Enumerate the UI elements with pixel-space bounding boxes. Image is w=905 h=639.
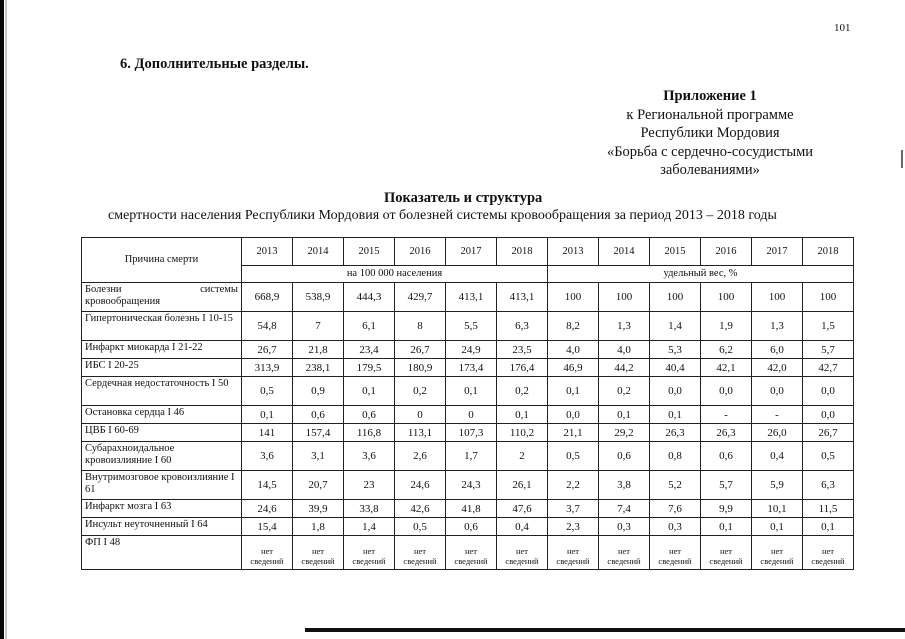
rate-cell: 180,9 xyxy=(395,359,446,377)
scan-edge-shadow xyxy=(5,0,7,639)
year-header: 2016 xyxy=(701,238,752,266)
rate-cell: 23 xyxy=(344,471,395,500)
cause-cell: ИБС I 20-25 xyxy=(82,359,242,377)
cause-cell: Гипертоническая болезнь I 10-15 xyxy=(82,312,242,341)
rate-cell: 157,4 xyxy=(293,424,344,442)
share-cell: 0,0 xyxy=(803,377,854,406)
share-cell: 0,3 xyxy=(599,518,650,536)
rate-cell: нет сведений xyxy=(293,536,344,570)
section-title: 6. Дополнительные разделы. xyxy=(120,56,309,72)
share-cell: 0,3 xyxy=(650,518,701,536)
rate-cell: 1,8 xyxy=(293,518,344,536)
rate-cell: 0,5 xyxy=(242,377,293,406)
share-cell: 42,1 xyxy=(701,359,752,377)
rate-cell: 238,1 xyxy=(293,359,344,377)
rate-cell: 1,4 xyxy=(344,518,395,536)
rate-cell: 668,9 xyxy=(242,283,293,312)
share-cell: 5,3 xyxy=(650,341,701,359)
share-cell: 7,4 xyxy=(599,500,650,518)
share-cell: 26,0 xyxy=(752,424,803,442)
share-cell: нет сведений xyxy=(701,536,752,570)
rate-cell: нет сведений xyxy=(497,536,548,570)
share-cell: 0,6 xyxy=(701,442,752,471)
share-cell: 0,1 xyxy=(752,518,803,536)
share-cell: 0,0 xyxy=(548,406,599,424)
year-header: 2015 xyxy=(344,238,395,266)
share-cell: 0,5 xyxy=(548,442,599,471)
share-cell: 0,1 xyxy=(650,406,701,424)
share-cell: 0,2 xyxy=(599,377,650,406)
rate-cell: 3,6 xyxy=(344,442,395,471)
share-cell: 10,1 xyxy=(752,500,803,518)
appendix-line: заболеваниями» xyxy=(660,162,760,178)
share-cell: 29,2 xyxy=(599,424,650,442)
share-cell: 2,3 xyxy=(548,518,599,536)
rate-cell: 14,5 xyxy=(242,471,293,500)
share-cell: 26,7 xyxy=(803,424,854,442)
share-cell: 4,0 xyxy=(548,341,599,359)
rate-cell: 2,6 xyxy=(395,442,446,471)
rate-cell: 39,9 xyxy=(293,500,344,518)
share-cell: 26,3 xyxy=(701,424,752,442)
table-row xyxy=(82,518,854,536)
rate-cell: 24,6 xyxy=(242,500,293,518)
share-cell: 0,5 xyxy=(803,442,854,471)
rate-cell: 23,5 xyxy=(497,341,548,359)
year-header: 2018 xyxy=(497,238,548,266)
table-row xyxy=(82,442,854,471)
rate-cell: 15,4 xyxy=(242,518,293,536)
year-header: 2013 xyxy=(242,238,293,266)
cause-cell: Субарахноидальное кровоизлияние I 60 xyxy=(82,442,242,471)
rate-cell: 0,9 xyxy=(293,377,344,406)
share-cell: 7,6 xyxy=(650,500,701,518)
rate-cell: 1,7 xyxy=(446,442,497,471)
rate-cell: 0,6 xyxy=(344,406,395,424)
table-row xyxy=(82,471,854,500)
share-cell: - xyxy=(752,406,803,424)
cause-cell: Сердечная недостаточность I 50 xyxy=(82,377,242,406)
rate-cell: 0,1 xyxy=(242,406,293,424)
rate-cell: нет сведений xyxy=(446,536,497,570)
rate-cell: 3,1 xyxy=(293,442,344,471)
rate-cell: 141 xyxy=(242,424,293,442)
rate-cell: 24,9 xyxy=(446,341,497,359)
year-header: 2017 xyxy=(446,238,497,266)
share-cell: 0,1 xyxy=(803,518,854,536)
rate-cell: нет сведений xyxy=(395,536,446,570)
rate-cell: 3,6 xyxy=(242,442,293,471)
share-cell: 2,2 xyxy=(548,471,599,500)
share-cell: 11,5 xyxy=(803,500,854,518)
rate-cell: 179,5 xyxy=(344,359,395,377)
appendix-title: Приложение 1 xyxy=(663,88,757,104)
share-cell: 100 xyxy=(803,283,854,312)
rate-cell: 444,3 xyxy=(344,283,395,312)
rate-cell: 0 xyxy=(395,406,446,424)
year-header: 2014 xyxy=(293,238,344,266)
appendix-line: «Борьба с сердечно-сосудистыми xyxy=(606,143,814,160)
share-cell: 21,1 xyxy=(548,424,599,442)
rate-cell: 0,2 xyxy=(497,377,548,406)
rate-cell: 413,1 xyxy=(446,283,497,312)
rate-cell: 413,1 xyxy=(497,283,548,312)
rate-cell: 173,4 xyxy=(446,359,497,377)
rate-cell: 0,1 xyxy=(344,377,395,406)
share-cell: 9,9 xyxy=(701,500,752,518)
rate-cell: 2 xyxy=(497,442,548,471)
share-cell: 0,0 xyxy=(752,377,803,406)
table-row xyxy=(82,424,854,442)
rate-cell: 26,1 xyxy=(497,471,548,500)
share-cell: 3,8 xyxy=(599,471,650,500)
share-cell: 0,0 xyxy=(701,377,752,406)
cause-cell: Инсульт неуточненный I 64 xyxy=(82,518,242,536)
share-cell: 5,7 xyxy=(701,471,752,500)
rate-cell: 313,9 xyxy=(242,359,293,377)
share-cell: 40,4 xyxy=(650,359,701,377)
table-row xyxy=(82,500,854,518)
share-cell: 1,5 xyxy=(803,312,854,341)
page-number: 101 xyxy=(834,22,851,34)
rate-cell: 8 xyxy=(395,312,446,341)
cause-cell: ФП I 48 xyxy=(82,536,242,570)
rate-cell: 20,7 xyxy=(293,471,344,500)
share-cell: 6,3 xyxy=(803,471,854,500)
share-cell: 0,6 xyxy=(599,442,650,471)
year-header: 2015 xyxy=(650,238,701,266)
cause-header: Причина смерти xyxy=(82,238,242,283)
cause-cell: Внутримозговое кровоизлияние I 61 xyxy=(82,471,242,500)
share-cell: нет сведений xyxy=(803,536,854,570)
share-cell: 0,1 xyxy=(548,377,599,406)
rate-cell: 54,8 xyxy=(242,312,293,341)
rate-cell: 6,1 xyxy=(344,312,395,341)
rate-cell: 0,6 xyxy=(293,406,344,424)
share-cell: 42,0 xyxy=(752,359,803,377)
table-row xyxy=(82,312,854,341)
share-cell: 0,1 xyxy=(701,518,752,536)
cause-cell: Болезни системы кровообращения xyxy=(82,283,242,312)
share-cell: 46,9 xyxy=(548,359,599,377)
rate-cell: 0,6 xyxy=(446,518,497,536)
rate-cell: 24,3 xyxy=(446,471,497,500)
scan-edge-bottom xyxy=(305,628,905,632)
share-cell: 1,3 xyxy=(752,312,803,341)
share-cell: 100 xyxy=(752,283,803,312)
year-header: 2016 xyxy=(395,238,446,266)
rate-cell: 0,2 xyxy=(395,377,446,406)
share-cell: 26,3 xyxy=(650,424,701,442)
table-row xyxy=(82,359,854,377)
rate-cell: 23,4 xyxy=(344,341,395,359)
share-cell: 5,9 xyxy=(752,471,803,500)
share-cell: 0,8 xyxy=(650,442,701,471)
rate-cell: 113,1 xyxy=(395,424,446,442)
share-cell: 4,0 xyxy=(599,341,650,359)
rate-cell: 33,8 xyxy=(344,500,395,518)
share-cell: 100 xyxy=(650,283,701,312)
scan-mark-right xyxy=(901,150,903,168)
rate-cell: 26,7 xyxy=(395,341,446,359)
share-cell: 5,7 xyxy=(803,341,854,359)
cause-cell: Инфаркт миокарда I 21-22 xyxy=(82,341,242,359)
share-cell: 44,2 xyxy=(599,359,650,377)
table-row xyxy=(82,377,854,406)
rate-cell: нет сведений xyxy=(344,536,395,570)
share-cell: 3,7 xyxy=(548,500,599,518)
year-header: 2014 xyxy=(599,238,650,266)
scan-edge-left xyxy=(0,0,4,639)
share-cell: 100 xyxy=(701,283,752,312)
cause-cell: Остановка сердца I 46 xyxy=(82,406,242,424)
share-cell: 42,7 xyxy=(803,359,854,377)
rate-cell: 107,3 xyxy=(446,424,497,442)
share-cell: 100 xyxy=(548,283,599,312)
rate-cell: 26,7 xyxy=(242,341,293,359)
rate-cell: 429,7 xyxy=(395,283,446,312)
year-header: 2018 xyxy=(803,238,854,266)
share-cell: 1,4 xyxy=(650,312,701,341)
appendix-line: Республики Мордовия xyxy=(640,125,780,141)
share-cell: - xyxy=(701,406,752,424)
group-header-per-100k: на 100 000 населения xyxy=(242,266,548,283)
rate-cell: 0,5 xyxy=(395,518,446,536)
share-cell: нет сведений xyxy=(752,536,803,570)
share-cell: 0,0 xyxy=(650,377,701,406)
table-row xyxy=(82,536,854,570)
share-cell: 0,1 xyxy=(599,406,650,424)
rate-cell: 41,8 xyxy=(446,500,497,518)
appendix-line: к Региональной программе xyxy=(626,106,794,123)
share-cell: 0,0 xyxy=(803,406,854,424)
table-row xyxy=(82,283,854,312)
table-body xyxy=(82,283,854,570)
rate-cell: 538,9 xyxy=(293,283,344,312)
cause-cell: Инфаркт мозга I 63 xyxy=(82,500,242,518)
cause-cell: ЦВБ I 60-69 xyxy=(82,424,242,442)
appendix-block xyxy=(560,87,860,180)
rate-cell: 5,5 xyxy=(446,312,497,341)
share-cell: 0,4 xyxy=(752,442,803,471)
rate-cell: 0,1 xyxy=(497,406,548,424)
share-cell: нет сведений xyxy=(548,536,599,570)
rate-cell: 24,6 xyxy=(395,471,446,500)
rate-cell: 42,6 xyxy=(395,500,446,518)
mortality-table xyxy=(81,237,854,570)
rate-cell: 47,6 xyxy=(497,500,548,518)
rate-cell: 0,4 xyxy=(497,518,548,536)
rate-cell: 0,1 xyxy=(446,377,497,406)
share-cell: 1,3 xyxy=(599,312,650,341)
rate-cell: 0 xyxy=(446,406,497,424)
rate-cell: 7 xyxy=(293,312,344,341)
share-cell: 8,2 xyxy=(548,312,599,341)
share-cell: 100 xyxy=(599,283,650,312)
share-cell: 5,2 xyxy=(650,471,701,500)
year-header: 2013 xyxy=(548,238,599,266)
share-cell: 6,2 xyxy=(701,341,752,359)
rate-cell: 116,8 xyxy=(344,424,395,442)
share-cell: 6,0 xyxy=(752,341,803,359)
share-cell: нет сведений xyxy=(650,536,701,570)
rate-cell: 110,2 xyxy=(497,424,548,442)
table-row xyxy=(82,341,854,359)
year-header: 2017 xyxy=(752,238,803,266)
share-cell: нет сведений xyxy=(599,536,650,570)
table-subtitle: смертности населения Республики Мордовия от болезней системы кровообращения за период 2013 – 2018 годы xyxy=(108,208,777,223)
table-title: Показатель и структура xyxy=(384,190,543,206)
rate-cell: нет сведений xyxy=(242,536,293,570)
share-cell: 1,9 xyxy=(701,312,752,341)
table-row xyxy=(82,406,854,424)
group-header-share: удельный вес, % xyxy=(548,266,854,283)
rate-cell: 176,4 xyxy=(497,359,548,377)
rate-cell: 21,8 xyxy=(293,341,344,359)
rate-cell: 6,3 xyxy=(497,312,548,341)
